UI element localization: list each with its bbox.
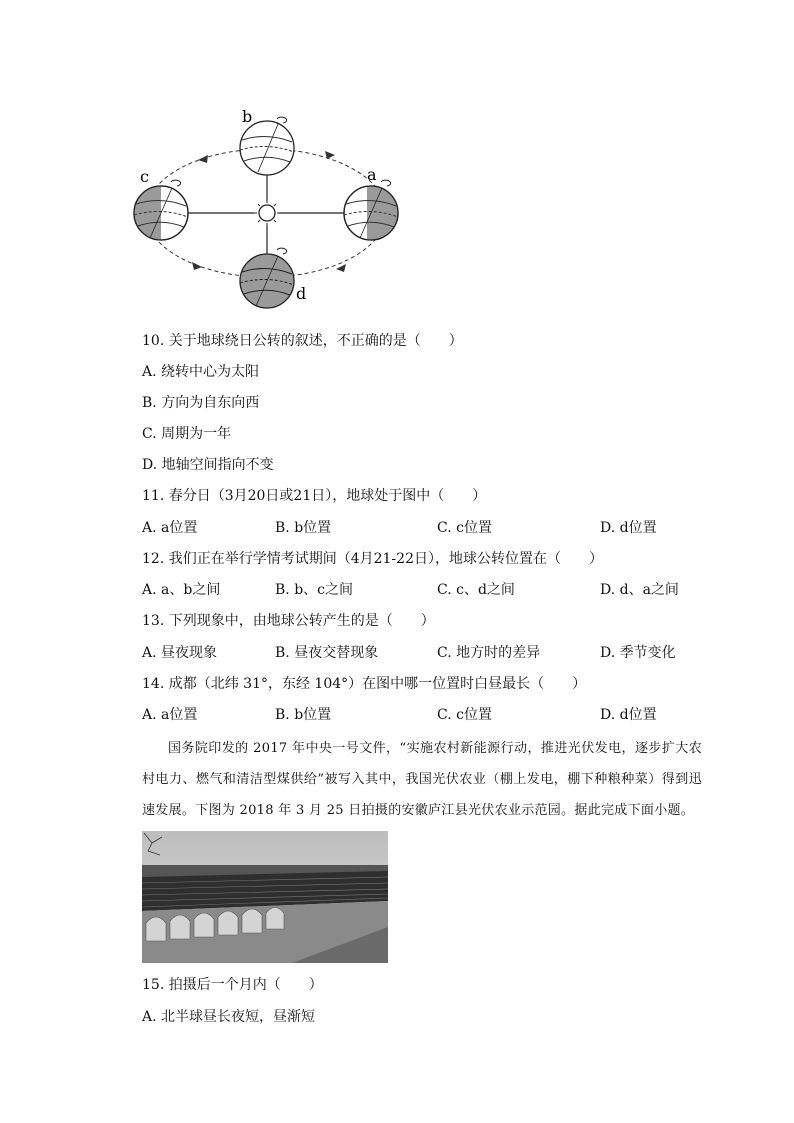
question-11-stem: 11. 春分日（3月20日或21日），地球处于图中（ ） bbox=[142, 488, 487, 504]
passage-text: 国务院印发的 2017 年中央一号文件，“实施农村新能源行动，推进光伏发电，逐步扩大农村电力、燃气和清洁型煤供给”被写入其中，我国光伏农业（棚上发电，棚下种粮种菜）得到迅速发展。下图为 2018 年 3 月 25 日拍摄的安徽庐江县光伏农业示范园。据此完成下面小题。 bbox=[142, 741, 702, 818]
question-13-option-d: D. 季节变化 bbox=[600, 645, 676, 661]
question-15-option-a: A. 北半球昼长夜短，昼渐短 bbox=[142, 1009, 316, 1025]
question-12-option-c: C. c、d之间 bbox=[437, 582, 515, 598]
question-10-option-c: C. 周期为一年 bbox=[142, 426, 232, 442]
question-12-option-b: B. b、c之间 bbox=[275, 582, 353, 598]
label-d: d bbox=[296, 284, 307, 303]
earth-a bbox=[344, 180, 402, 244]
earth-c bbox=[128, 180, 188, 244]
label-a: a bbox=[367, 165, 377, 184]
earth-orbit-diagram bbox=[128, 104, 408, 318]
question-10-option-b: B. 方向为自东向西 bbox=[142, 395, 260, 411]
sun-icon bbox=[254, 200, 280, 226]
question-14-option-a: A. a位置 bbox=[142, 707, 198, 723]
reading-passage bbox=[142, 733, 702, 826]
question-15-stem: 15. 拍摄后一个月内（ ） bbox=[142, 977, 323, 993]
question-11-option-d: D. d位置 bbox=[600, 520, 657, 536]
question-12-stem: 12. 我们正在举行学情考试期间（4月21-22日），地球公转位置在（ ） bbox=[142, 551, 603, 567]
question-11-option-a: A. a位置 bbox=[142, 520, 198, 536]
question-10-option-d: D. 地轴空间指向不变 bbox=[142, 457, 274, 473]
question-14-option-b: B. b位置 bbox=[275, 707, 332, 723]
question-14-option-c: C. c位置 bbox=[437, 707, 492, 723]
question-12-option-d: D. d、a之间 bbox=[600, 582, 679, 598]
question-13-option-a: A. 昼夜现象 bbox=[142, 645, 218, 661]
question-12-option-a: A. a、b之间 bbox=[142, 582, 221, 598]
question-10-option-a: A. 绕转中心为太阳 bbox=[142, 364, 260, 380]
earth-d bbox=[240, 248, 294, 308]
question-14-option-d: D. d位置 bbox=[600, 707, 657, 723]
question-13-option-b: B. 昼夜交替现象 bbox=[275, 645, 379, 661]
question-10-stem: 10. 关于地球绕日公转的叙述，不正确的是（ ） bbox=[142, 333, 463, 349]
question-14-stem: 14. 成都（北纬 31°，东经 104°）在图中哪一位置时白昼最长（ ） bbox=[142, 676, 587, 692]
label-b: b bbox=[242, 107, 253, 126]
solar-farm-photo bbox=[142, 831, 388, 963]
question-11-option-c: C. c位置 bbox=[437, 520, 492, 536]
label-c: c bbox=[140, 167, 149, 186]
question-13-option-c: C. 地方时的差异 bbox=[437, 645, 541, 661]
question-11-option-b: B. b位置 bbox=[275, 520, 332, 536]
question-13-stem: 13. 下列现象中，由地球公转产生的是（ ） bbox=[142, 613, 435, 629]
